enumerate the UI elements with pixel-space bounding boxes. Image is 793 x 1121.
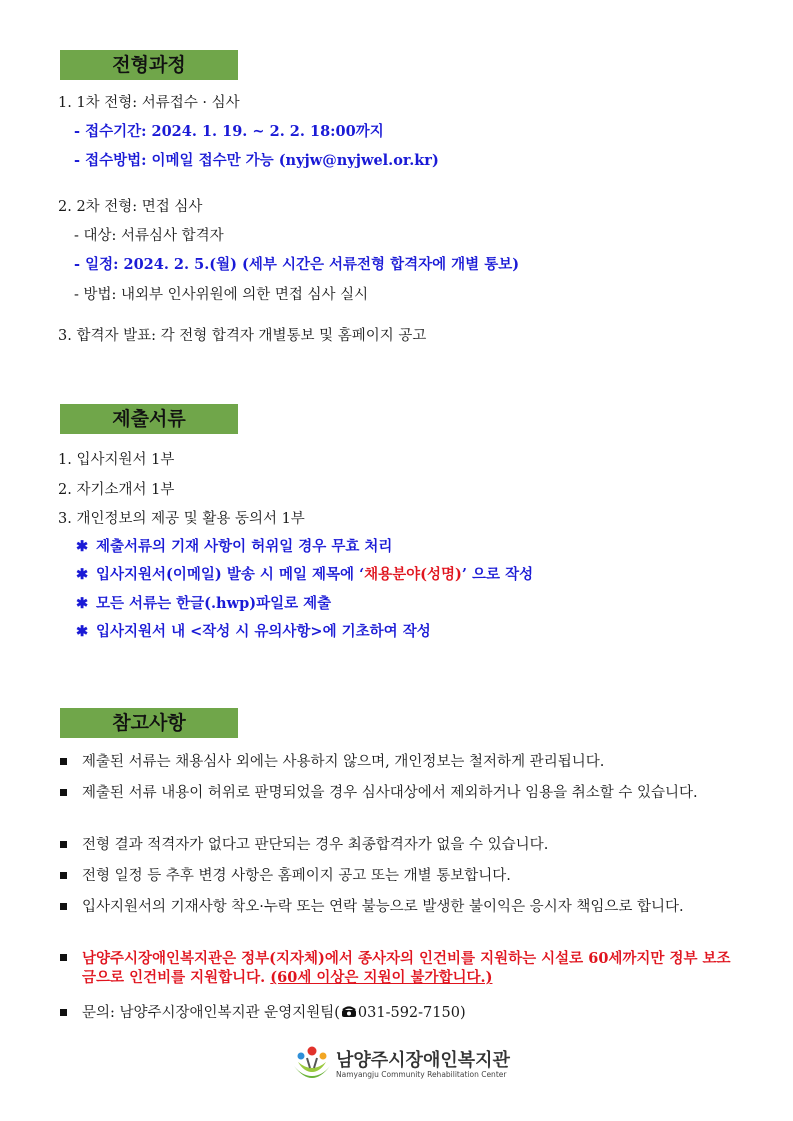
reference-note-age-limit: 남양주시장애인복지관은 정부(지자체)에서 종사자의 인건비를 지원하는 시설로 60세까지만 정부 보조금으로 인건비를 지원합니다. (60세 이상은 지원이 불가합니다.) xyxy=(60,949,740,987)
screening-stage-2: 2. 2차 전형: 면접 심사 xyxy=(58,199,203,215)
phone-icon xyxy=(341,1006,357,1018)
document-item: 3. 개인정보의 제공 및 활용 동의서 1부 xyxy=(58,511,305,527)
logo-emblem-icon xyxy=(292,1046,332,1084)
reference-note: 제출된 서류 내용이 허위로 판명되었을 경우 심사대상에서 제외하거나 임용을 취소할 수 있습니다. xyxy=(60,784,740,803)
square-bullet-icon xyxy=(60,758,67,765)
reference-note: 전형 일정 등 추후 변경 사항은 홈페이지 공고 또는 개별 통보합니다. xyxy=(60,867,740,886)
reference-note: 전형 결과 적격자가 없다고 판단되는 경우 최종합격자가 없을 수 있습니다. xyxy=(60,836,740,855)
document-note: ✱ 입사지원서 내 <작성 시 유의사항>에 기초하여 작성 xyxy=(76,623,431,640)
organization-logo xyxy=(292,1046,512,1086)
logo-name: 남양주시장애인복지관 xyxy=(336,1050,510,1071)
square-bullet-icon xyxy=(60,954,67,961)
reference-note: 제출된 서류는 채용심사 외에는 사용하지 않으며, 개인정보는 철저하게 관리됩니다. xyxy=(60,753,740,772)
email-subject-format: 채용분야(성명) xyxy=(364,566,462,583)
asterisk-icon: ✱ xyxy=(76,595,89,612)
interview-schedule: - 일정: 2024. 2. 5.(월) (세부 시간은 서류전형 합격자에 개별 통보) xyxy=(74,256,520,273)
result-announcement: 3. 합격자 발표: 각 전형 합격자 개별통보 및 홈페이지 공고 xyxy=(58,328,427,344)
asterisk-icon: ✱ xyxy=(76,566,89,583)
document-note: ✱ 제출서류의 기재 사항이 허위일 경우 무효 처리 xyxy=(76,538,393,555)
interview-target: - 대상: 서류심사 합격자 xyxy=(74,228,224,244)
logo-english-name: Namyangju Community Rehabilitation Center xyxy=(336,1070,507,1079)
document-note: ✱ 입사지원서(이메일) 발송 시 메일 제목에 ‘채용분야(성명)’ 으로 작성 xyxy=(76,566,534,583)
contact-note: 문의: 남양주시장애인복지관 운영지원팀( 031-592-7150) xyxy=(60,1004,740,1023)
section-title-screening: 전형과정 xyxy=(60,50,238,80)
asterisk-icon: ✱ xyxy=(76,623,89,640)
document-note: ✱ 모든 서류는 한글(.hwp)파일로 제출 xyxy=(76,595,332,612)
square-bullet-icon xyxy=(60,789,67,796)
asterisk-icon: ✱ xyxy=(76,538,89,555)
application-period: - 접수기간: 2024. 1. 19. ~ 2. 2. 18:00까지 xyxy=(74,123,384,140)
interview-method: - 방법: 내외부 인사위원에 의한 면접 심사 실시 xyxy=(74,287,369,303)
application-method: - 접수방법: 이메일 접수만 가능 (nyjw@nyjwel.or.kr) xyxy=(74,152,439,169)
section-title-documents: 제출서류 xyxy=(60,404,238,434)
document-item: 1. 입사지원서 1부 xyxy=(58,452,175,468)
document-item: 2. 자기소개서 1부 xyxy=(58,482,175,498)
square-bullet-icon xyxy=(60,903,67,910)
square-bullet-icon xyxy=(60,872,67,879)
section-title-notes: 참고사항 xyxy=(60,708,238,738)
square-bullet-icon xyxy=(60,841,67,848)
square-bullet-icon xyxy=(60,1009,67,1016)
screening-stage-1: 1. 1차 전형: 서류접수 · 심사 xyxy=(58,95,240,111)
reference-note: 입사지원서의 기재사항 착오·누락 또는 연락 불능으로 발생한 불이익은 응시자 책임으로 합니다. xyxy=(60,898,740,917)
